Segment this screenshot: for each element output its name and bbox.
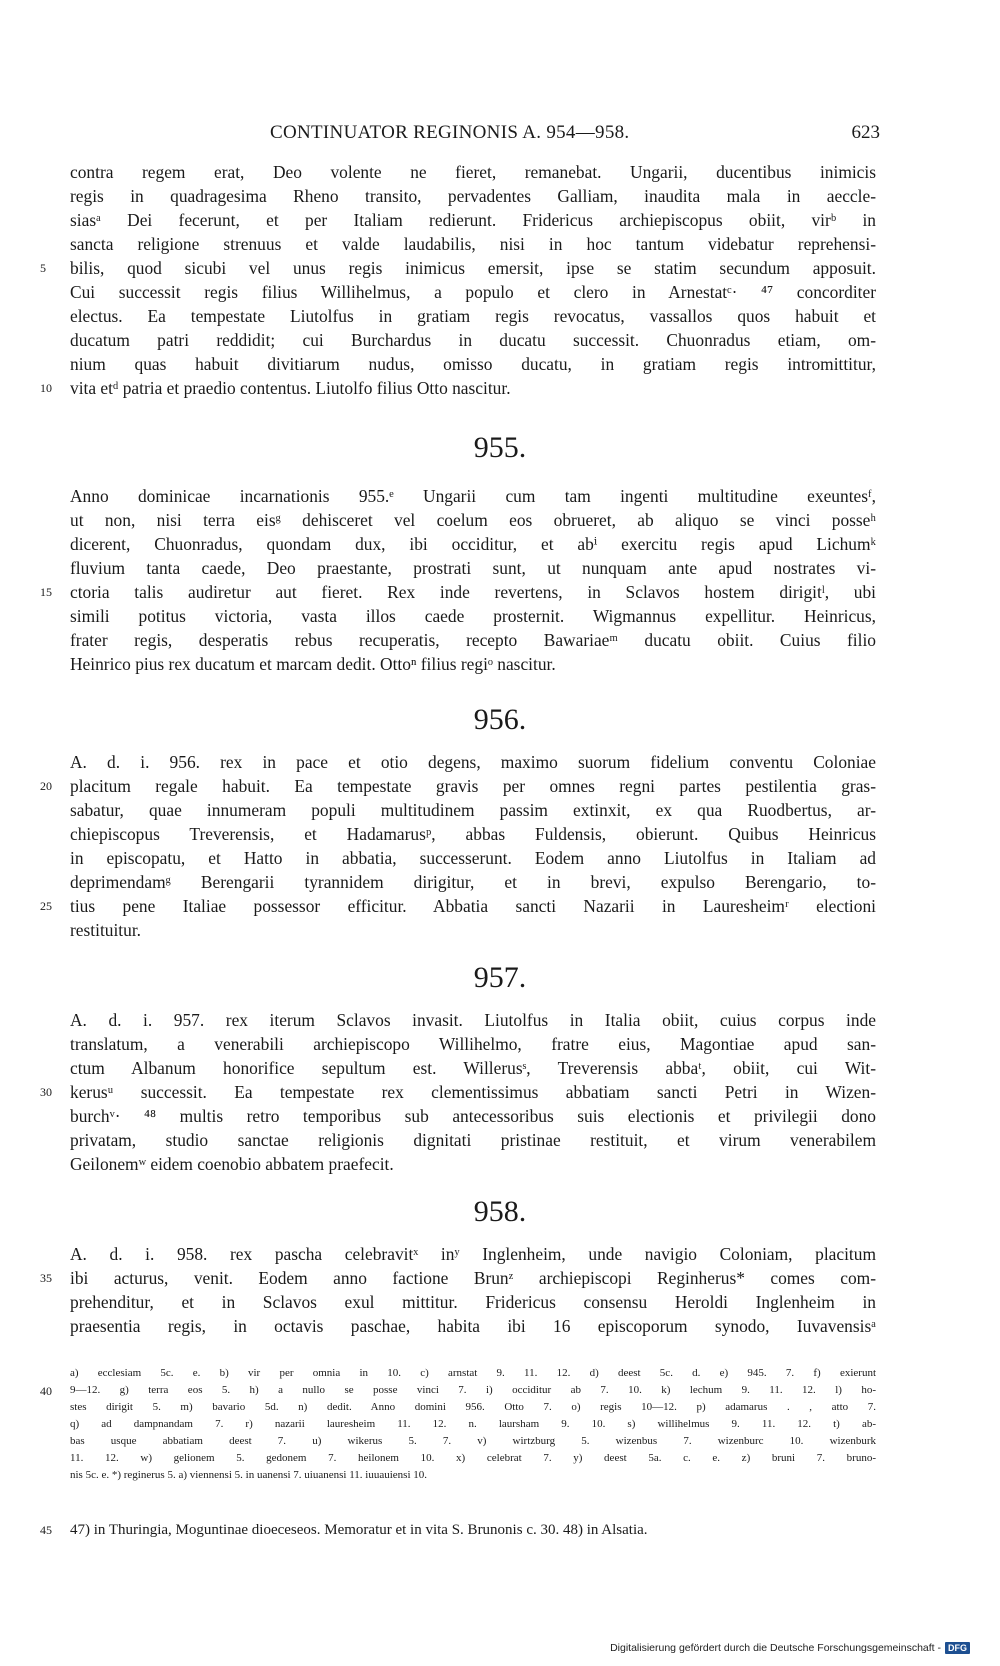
text-line: ctoria talis audiretur aut fieret. Rex inde revertens, in Sclavos hostem dirigitˡ, ubi xyxy=(70,582,876,602)
year-heading-957: 957. xyxy=(473,961,527,994)
running-title: CONTINUATOR REGINONIS A. 954—958. xyxy=(270,122,630,143)
text-line: ctum Albanum honorifice sepultum est. Willerusˢ, Treverensis abbaᵗ, obiit, cui Wit- xyxy=(70,1058,876,1078)
text-line: praesentia regis, in octavis paschae, habita ibi 16 episcoporum synodo, Iuvavensisᵃ xyxy=(70,1316,876,1336)
line-number: 20 xyxy=(40,779,52,793)
text-line: contra regem erat, Deo volente ne fieret, remanebat. Ungarii, ducentibus inimicis xyxy=(70,162,876,182)
text-line: Anno dominicae incarnationis 955.ᵉ Ungarii cum tam ingenti multitudine exeuntesᶠ, xyxy=(70,486,876,506)
footnote-line: a) ecclesiam 5c. e. b) vir per omnia in 10. c) arnstat 9. 11. 12. d) deest 5c. d. e) 945. 7. f) exierunt xyxy=(70,1367,876,1379)
text-line: vita etᵈ patria et praedio contentus. Liutolfo filius Otto nascitur. xyxy=(70,378,511,398)
footnote-line: bas usque abbatiam deest 7. u) wikerus 5. 7. v) wirtzburg 5. wizenbus 7. wizenburc 10. wizenburk xyxy=(70,1435,876,1447)
text-line: privatam, studio sanctae religionis dignitati pristinae restituit, et virum venerabilem xyxy=(70,1130,876,1150)
text-line: regis in quadragesima Rheno transito, pervadentes Galliam, inaudita mala in aeccle- xyxy=(70,186,876,206)
text-line: simili potitus victoria, vasta illos caede prosternit. Wigmannus expellitur. Heinricus, xyxy=(70,606,876,626)
text-line: prehenditur, et in Sclavos exul mittitur. Fridericus consensu Heroldi Inglenheim in xyxy=(70,1292,876,1312)
year-heading-955: 955. xyxy=(473,431,527,464)
text-line: A. d. i. 957. rex iterum Sclavos invasit. Liutolfus in Italia obiit, cuius corpus inde xyxy=(70,1010,876,1030)
text-line: A. d. i. 956. rex in pace et otio degens, maximo suorum fidelium conventu Coloniae xyxy=(70,752,876,772)
text-line: restituitur. xyxy=(70,920,142,940)
year-heading-956: 956. xyxy=(473,703,527,736)
text-line: tius pene Italiae possessor efficitur. Abbatia sancti Nazarii in Lauresheimʳ electioni xyxy=(70,896,876,916)
text-line: sabatur, quae innumeram populi multitudinem passim extinxit, ex qua Ruodbertus, ar- xyxy=(70,800,876,820)
text-line: translatum, a venerabili archiepiscopo Willihelmo, fratre eius, Magontiae apud san- xyxy=(70,1034,876,1054)
text-line: placitum regale habuit. Ea tempestate gravis per omnes regni partes pestilentia gras- xyxy=(70,776,876,796)
line-number: 10 xyxy=(40,381,52,395)
running-header xyxy=(70,122,880,148)
footnote-line: stes dirigit 5. m) bavario 5d. n) dedit. Anno domini 956. Otto 7. o) regis 10—12. p) adamarus . , atto 7. xyxy=(70,1401,876,1413)
text-line: sancta religione strenuus et valde laudabilis, nisi in hoc tantum videbatur reprehensi- xyxy=(70,234,876,254)
footnote-line: q) ad dampnandam 7. r) nazarii lauresheim 11. 12. n. laursham 9. 10. s) willihelmus 9. 11. 12. t) ab- xyxy=(70,1418,876,1430)
text-line: burchᵛ· ⁴⁸ multis retro temporibus sub antecessoribus suis electionis et privilegii dono xyxy=(70,1106,876,1126)
endnote: 47) in Thuringia, Moguntinae dioeceseos. Memoratur et in vita S. Brunonis c. 30. 48) in Alsatia. xyxy=(70,1522,648,1538)
text-line: A. d. i. 958. rex pascha celebravitˣ inʸ Inglenheim, unde navigio Coloniam, placitum xyxy=(70,1244,876,1264)
line-number: 35 xyxy=(40,1271,52,1285)
text-line: Heinrico pius rex ducatum et marcam dedit. Ottoⁿ filius regiᵒ nascitur. xyxy=(70,654,556,674)
text-line: ibi acturus, venit. Eodem anno factione Brunᶻ archiepiscopi Reginherus* comes com- xyxy=(70,1268,876,1288)
text-line: electus. Ea tempestate Liutolfus in gratiam regis revocatus, vassallos quos habuit et xyxy=(70,306,876,326)
text-line: bilis, quod sicubi vel unus regis inimicus emersit, ipse se statim secundum apposuit. xyxy=(70,258,876,278)
text-line: dicerent, Chuonradus, quondam dux, ibi occiditur, et abⁱ exercitu regis apud Lichumᵏ xyxy=(70,534,876,554)
text-line: deprimendamᵍ Berengarii tyrannidem dirigitur, et in brevi, expulso Berengario, to- xyxy=(70,872,876,892)
dfg-logo-icon[interactable]: DFG xyxy=(945,1642,970,1654)
text-line: nium quas habuit divitiarum nudus, omisso ducatu, in gratiam regis intromittitur, xyxy=(70,354,876,374)
text-line: frater regis, desperatis rebus recuperatis, recepto Bawariaeᵐ ducatu obiit. Cuius filio xyxy=(70,630,876,650)
line-number: 40 xyxy=(40,1384,52,1398)
text-line: ut non, nisi terra eisᵍ dehisceret vel coelum eos obrueret, ab aliquo se vinci posseʰ xyxy=(70,510,876,530)
text-line: siasᵃ Dei fecerunt, et per Italiam redierunt. Fridericus archiepiscopus obiit, virᵇ in xyxy=(70,210,876,230)
text-line: chiepiscopus Treverensis, et Hadamarusᵖ, abbas Fuldensis, obierunt. Quibus Heinricus xyxy=(70,824,876,844)
text-line: ducatum patri reddidit; cui Burchardus in ducatu successit. Chuonradus etiam, om- xyxy=(70,330,876,350)
footnote-line: 11. 12. w) gelionem 5. gedonem 7. heilonem 10. x) celebrat 7. y) deest 5a. c. e. z) bruni 7. bruno- xyxy=(70,1452,876,1464)
line-number: 25 xyxy=(40,899,52,913)
footer-text: Digitalisierung gefördert durch die Deutsche Forschungsgemeinschaft - xyxy=(610,1642,941,1654)
year-heading-958: 958. xyxy=(473,1195,527,1228)
text-line: in episcopatu, et Hatto in abbatia, successerunt. Eodem anno Liutolfus in Italiam ad xyxy=(70,848,876,868)
text-line: Geilonemʷ eidem coenobio abbatem praefecit. xyxy=(70,1154,394,1174)
digitization-footer xyxy=(610,1640,970,1656)
page-number: 623 xyxy=(851,122,880,143)
footnote-line: 9—12. g) terra eos 5. h) a nullo se posse vinci 7. i) occiditur ab 7. 10. k) lechum 9. 11. 12. l) ho- xyxy=(70,1384,876,1396)
line-number: 15 xyxy=(40,585,52,599)
line-number: 30 xyxy=(40,1085,52,1099)
text-line: Cui successit regis filius Willihelmus, a populo et clero in Arnestatᶜ· ⁴⁷ concorditer xyxy=(70,282,876,302)
footnote-line: nis 5c. e. *) reginerus 5. a) viennensi 5. in uanensi 7. uiuanensi 11. iuuauiensi 10. xyxy=(70,1469,428,1481)
text-line: fluvium tanta caede, Deo praestante, prostrati sunt, ut nunquam ante apud nostrates vi- xyxy=(70,558,876,578)
line-number: 5 xyxy=(40,261,46,275)
text-line: kerusᵘ successit. Ea tempestate rex clementissimus abbatiam sancti Petri in Wizen- xyxy=(70,1082,876,1102)
line-number: 45 xyxy=(40,1523,52,1537)
